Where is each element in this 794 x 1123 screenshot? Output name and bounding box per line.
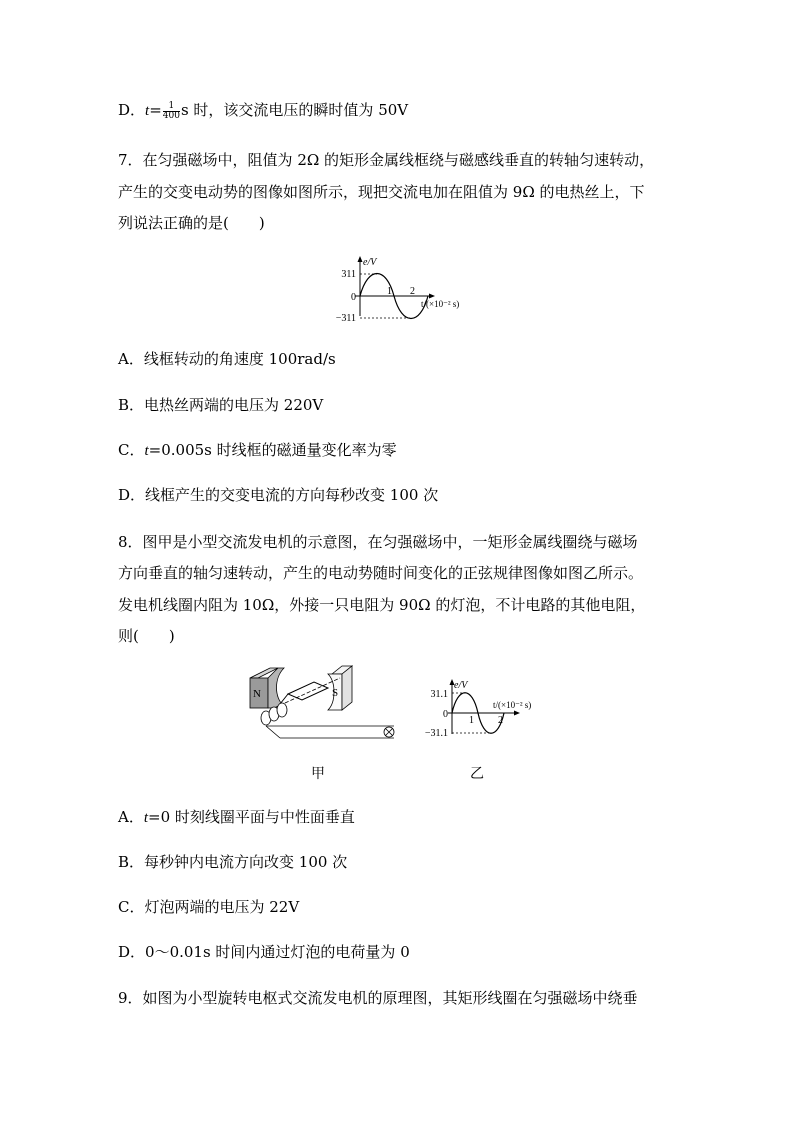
s-pole-label: S (332, 687, 339, 699)
q8-figure-caption-jia: 甲 (311, 766, 325, 782)
q6-option-d (118, 100, 408, 121)
y-tick-bottom: −311 (335, 313, 356, 324)
y-tick-top: 31.1 (430, 689, 448, 700)
q7-option-b: B．电热丝两端的电压为 220V (118, 396, 324, 414)
q6-option-d-fraction (163, 102, 180, 121)
q8-option-a (118, 807, 355, 828)
y-tick-zero: 0 (443, 709, 448, 720)
x-axis-arrow (514, 711, 520, 716)
coil-loop (288, 682, 328, 700)
q7-stem-line-1: 7．在匀强磁场中，阻值为 2Ω 的矩形金属线框绕与磁感线垂直的转轴匀速转动， (118, 151, 655, 169)
x-tick-1: 1 (469, 715, 474, 726)
q6-option-d-text: s 时，该交流电压的瞬时值为 50V (180, 101, 409, 119)
q7-option-c-label: C． (118, 441, 145, 459)
q8-stem-line-1: 8．图甲是小型交流发电机的示意图，在匀强磁场中，一矩形金属线圈绕与磁场 (118, 533, 638, 551)
n-pole-label: N (253, 688, 261, 700)
s-magnet-side (342, 666, 352, 710)
circuit-wire (266, 726, 280, 738)
q8-stem-line-4: 则( ) (118, 627, 175, 645)
q7-option-c-text: =0.005s 时线框的磁通量变化率为零 (148, 441, 397, 459)
y-axis-arrow (358, 256, 363, 262)
slip-ring (277, 703, 287, 717)
q8-option-a-variable: t (143, 810, 149, 826)
fraction-numerator: 1 (163, 102, 180, 112)
x-tick-2: 2 (410, 286, 415, 297)
x-axis-arrow (429, 294, 435, 299)
x-axis-label: t/(×10⁻² s) (493, 700, 532, 710)
q8-stem-line-2: 方向垂直的轴匀速转动，产生的电动势随时间变化的正弦规律图像如图乙所示。 (118, 564, 644, 582)
x-axis-label: t/(×10⁻² s) (421, 299, 460, 309)
q8-option-a-label: A． (118, 808, 144, 826)
fraction-denominator: 400 (162, 110, 180, 121)
q7-option-c (118, 440, 397, 461)
q6-option-d-equals: = (149, 101, 162, 119)
q6-option-d-label: D． (118, 101, 146, 119)
x-tick-2: 2 (498, 715, 503, 726)
q7-option-a: A．线框转动的角速度 100rad/s (118, 350, 336, 368)
q7-option-c-variable: t (144, 443, 149, 459)
q7-option-d: D．线框产生的交变电流的方向每秒改变 100 次 (118, 486, 439, 504)
q8-generator-diagram (244, 664, 402, 742)
q6-option-d-variable: t (145, 103, 150, 119)
q8-figure-caption-yi: 乙 (470, 766, 484, 782)
q8-option-d: D．0～0.01s 时间内通过灯泡的电荷量为 0 (118, 943, 410, 961)
y-tick-zero: 0 (351, 292, 356, 303)
y-tick-top: 311 (341, 269, 356, 280)
q9-stem-line-1: 9．如图为小型旋转电枢式交流发电机的原理图，其矩形线圈在匀强磁场中绕垂 (118, 989, 638, 1007)
y-axis-label: e/V (363, 257, 377, 268)
q7-stem-line-3: 列说法正确的是( ) (118, 214, 265, 232)
q8-option-b: B．每秒钟内电流方向改变 100 次 (118, 853, 348, 871)
q8-stem-line-3: 发电机线圈内阻为 10Ω，外接一只电阻为 90Ω 的灯泡，不计电路的其他电阻， (118, 596, 646, 614)
y-axis-label: e/V (454, 680, 468, 691)
q8-emf-graph (420, 676, 555, 742)
y-tick-bottom: −31.1 (424, 728, 448, 739)
q7-emf-graph (325, 254, 475, 326)
q7-stem-line-2: 产生的交变电动势的图像如图所示，现把交流电加在阻值为 9Ω 的电热丝上，下 (118, 183, 645, 201)
q8-option-a-text: =0 时刻线圈平面与中性面垂直 (148, 808, 355, 826)
q8-option-c: C．灯泡两端的电压为 22V (118, 898, 300, 916)
x-tick-1: 1 (387, 286, 392, 297)
